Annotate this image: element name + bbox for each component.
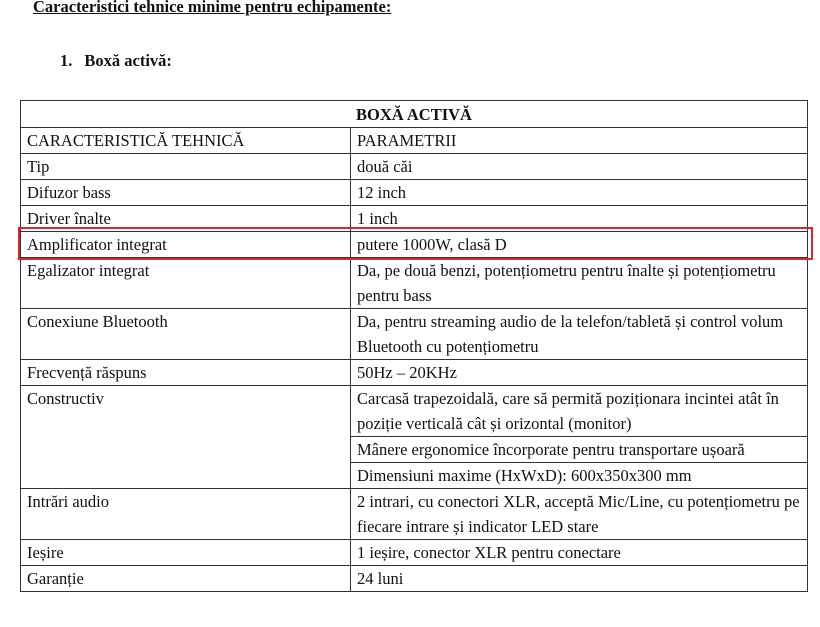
section-number: 1.: [60, 51, 73, 70]
characteristic-cell: Intrări audio: [21, 489, 351, 540]
parameter-cell: putere 1000W, clasă D: [351, 232, 808, 258]
table-row: [21, 386, 808, 437]
table-row: [21, 489, 808, 540]
characteristic-cell: Tip: [21, 154, 351, 180]
characteristic-cell: Difuzor bass: [21, 180, 351, 206]
parameter-cell: 12 inch: [351, 180, 808, 206]
table-row: [21, 309, 808, 360]
table-row: [21, 540, 808, 566]
spec-table: [20, 100, 808, 592]
characteristic-cell: Driver înalte: [21, 206, 351, 232]
parameter-cell: Carcasă trapezoidală, care să permită poziționara incintei atât în poziție verticală cât și orizontal (monitor): [351, 386, 808, 437]
parameter-cell: Mânere ergonomice încorporate pentru transportare ușoară: [351, 437, 808, 463]
section-label: Boxă activă:: [84, 51, 172, 70]
characteristic-cell: Constructiv: [21, 386, 351, 489]
header-parameters: PARAMETRII: [351, 128, 808, 154]
parameter-cell: 1 inch: [351, 206, 808, 232]
parameter-cell: Da, pe două benzi, potențiometru pentru înalte și potențiometru pentru bass: [351, 258, 808, 309]
characteristic-cell: Frecvență răspuns: [21, 360, 351, 386]
table-row: [21, 180, 808, 206]
parameter-cell: 1 ieșire, conector XLR pentru conectare: [351, 540, 808, 566]
table-row: [21, 566, 808, 592]
table-header-row: [21, 128, 808, 154]
characteristic-cell: Conexiune Bluetooth: [21, 309, 351, 360]
table-title: BOXĂ ACTIVĂ: [21, 101, 808, 128]
characteristic-cell: Egalizator integrat: [21, 258, 351, 309]
table-row: [21, 360, 808, 386]
table-row: [21, 232, 808, 258]
document-title: Caracteristici tehnice minime pentru echipamente:: [33, 0, 392, 16]
section-heading: [60, 51, 172, 71]
parameter-cell: 2 intrari, cu conectori XLR, acceptă Mic/Line, cu potențiometru pe fiecare intrare și indicator LED stare: [351, 489, 808, 540]
characteristic-cell: Ieșire: [21, 540, 351, 566]
header-characteristic: CARACTERISTICĂ TEHNICĂ: [21, 128, 351, 154]
characteristic-cell: Garanție: [21, 566, 351, 592]
characteristic-cell: Amplificator integrat: [21, 232, 351, 258]
table-row: [21, 258, 808, 309]
parameter-cell: 24 luni: [351, 566, 808, 592]
parameter-cell: Dimensiuni maxime (HxWxD): 600x350x300 mm: [351, 463, 808, 489]
table-title-row: [21, 101, 808, 128]
table-row: [21, 154, 808, 180]
parameter-cell: două căi: [351, 154, 808, 180]
parameter-cell: Da, pentru streaming audio de la telefon/tabletă și control volum Bluetooth cu potențiometru: [351, 309, 808, 360]
table-row: [21, 206, 808, 232]
parameter-cell: 50Hz – 20KHz: [351, 360, 808, 386]
